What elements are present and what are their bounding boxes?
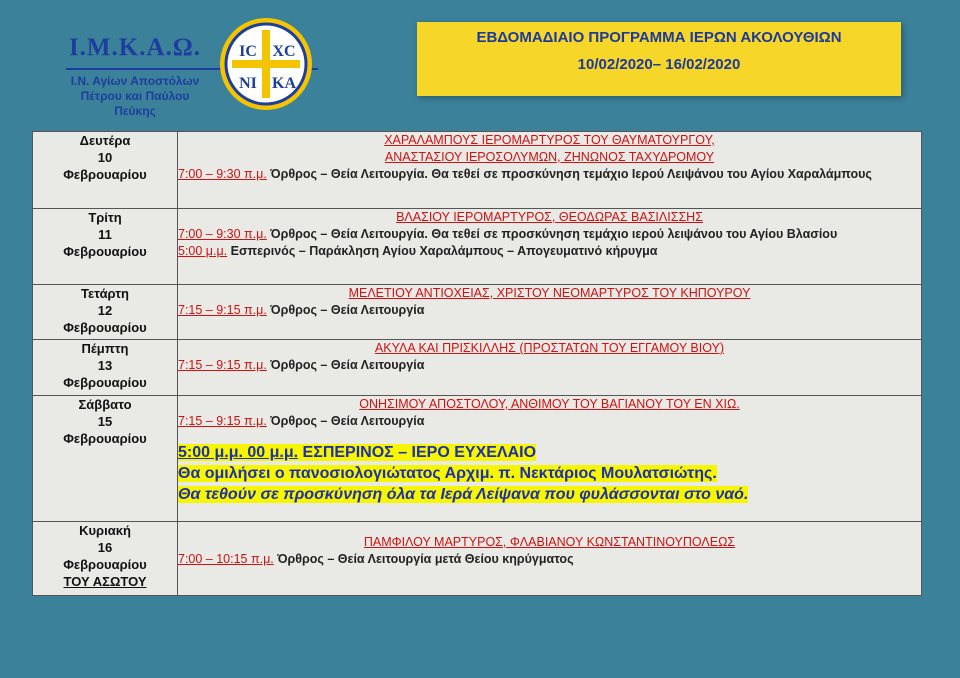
feast-title: ΜΕΛΕΤΙΟΥ ΑΝΤΙΟΧΕΙΑΣ, ΧΡΙΣΤΟΥ ΝΕΟΜΑΡΤΥΡΟΣ ΤΟΥ ΚΗΠΟΥΡΟΥ <box>348 286 751 300</box>
feast-title: ΧΑΡΑΛΑΜΠΟΥΣ ΙΕΡΟΜΑΡΤΥΡΟΣ ΤΟΥ ΘΑΥΜΑΤΟΥΡΓΟΥ, <box>384 133 715 147</box>
service-cell <box>178 396 922 522</box>
day-cell <box>33 209 178 285</box>
day-cell <box>33 340 178 396</box>
service-description: Όρθρος – Θεία Λειτουργία <box>266 414 425 428</box>
day-month: Φεβρουαρίου <box>63 320 147 335</box>
service-time: 7:00 – 9:30 π.μ. <box>178 227 267 241</box>
highlight-service <box>178 442 921 463</box>
day-number: 16 <box>97 540 113 555</box>
highlight-time: 5:00 μ.μ. 00 μ.μ. <box>178 444 299 461</box>
day-name: Κυριακή <box>79 523 131 538</box>
service-time: 7:15 – 9:15 π.μ. <box>178 358 267 372</box>
service-time: 5:00 μ.μ. <box>178 244 228 258</box>
day-name: Τετάρτη <box>80 286 129 301</box>
table-row <box>33 285 922 340</box>
day-name: Δευτέρα <box>79 133 131 148</box>
icxc-nika-seal-icon <box>218 16 314 112</box>
day-name: Τρίτη <box>88 210 122 225</box>
service-cell <box>178 340 922 396</box>
schedule-dates: 10/02/2020– 16/02/2020 <box>577 56 741 73</box>
table-row <box>33 396 922 522</box>
service-description: Όρθρος – Θεία Λειτουργία μετά Θείου κηρύγματος <box>273 552 574 566</box>
service-description: Όρθρος – Θεία Λειτουργία <box>266 358 425 372</box>
highlight-title: ΕΣΠΕΡΙΝΟΣ – ΙΕΡΟ ΕΥΧΕΛΑΙΟ <box>298 444 537 461</box>
day-number: 10 <box>97 150 113 165</box>
logo-sub-line-3: Πεύκης <box>114 104 156 118</box>
day-extra-label: ΤΟΥ ΑΣΩΤΟΥ <box>63 574 147 589</box>
service-time: 7:15 – 9:15 π.μ. <box>178 303 267 317</box>
day-cell <box>33 285 178 340</box>
logo-sub-line-2: Πέτρου και Παύλου <box>80 89 190 103</box>
day-cell <box>33 132 178 209</box>
schedule-header <box>417 22 901 96</box>
day-number: 15 <box>97 414 113 429</box>
day-number: 13 <box>97 358 113 373</box>
seal-ic-text: IC <box>239 43 257 60</box>
seal-xc-text: XC <box>272 43 296 60</box>
day-month: Φεβρουαρίου <box>63 557 147 572</box>
seal-ni-text: NI <box>239 75 257 92</box>
service-entry <box>178 166 921 183</box>
highlight-relics: Θα τεθούν σε προσκύνηση όλα τα Ιερά Λείψανα που φυλάσσονται στο ναό. <box>178 486 749 503</box>
feast-title-line-2: ΑΝΑΣΤΑΣΙΟΥ ΙΕΡΟΣΟΛΥΜΩΝ, ΖΗΝΩΝΟΣ ΤΑΧΥΔΡΟΜΟΥ <box>384 150 715 164</box>
feast-title: ΑΚΥΛΑ ΚΑΙ ΠΡΙΣΚΙΛΛΗΣ (ΠΡΟΣΤΑΤΩΝ ΤΟΥ ΕΓΓΑΜΟΥ ΒΙΟΥ) <box>374 341 725 355</box>
service-cell <box>178 285 922 340</box>
logo-title: Ι.Μ.Κ.Α.Ω. <box>68 34 202 61</box>
table-row <box>33 132 922 209</box>
service-description: Όρθρος – Θεία Λειτουργία. Θα τεθεί σε προσκύνηση τεμάχιο Ιερού Λειψάνου του Αγίου Χαραλάμπους <box>266 167 872 181</box>
day-name: Πέμπτη <box>81 341 129 356</box>
day-month: Φεβρουαρίου <box>63 375 147 390</box>
day-month: Φεβρουαρίου <box>63 431 147 446</box>
service-entry <box>178 551 921 568</box>
service-time: 7:00 – 9:30 π.μ. <box>178 167 267 181</box>
day-name: Σάββατο <box>78 397 132 412</box>
schedule-table <box>32 131 922 596</box>
day-number: 11 <box>98 227 112 242</box>
feast-title: ΟΝΗΣΙΜΟΥ ΑΠΟΣΤΟΛΟΥ, ΑΝΘΙΜΟΥ ΤΟΥ ΒΑΓΙΑΝΟΥ ΤΟΥ ΕΝ ΧΙΩ. <box>359 397 740 411</box>
service-description: Εσπερινός – Παράκληση Αγίου Χαραλάμπους – Απογευματινό κήρυγμα <box>227 244 658 258</box>
table-row <box>33 522 922 596</box>
table-row <box>33 340 922 396</box>
service-description: Όρθρος – Θεία Λειτουργία. Θα τεθεί σε προσκύνηση τεμάχιο ιερού λειψάνου του Αγίου Βλασίου <box>266 227 838 241</box>
schedule-title: ΕΒΔΟΜΑΔΙΑΙΟ ΠΡΟΓΡΑΜΜΑ ΙΕΡΩΝ ΑΚΟΛΟΥΘΙΩΝ <box>476 29 842 46</box>
service-description: Όρθρος – Θεία Λειτουργία <box>266 303 425 317</box>
service-time: 7:00 – 10:15 π.μ. <box>178 552 274 566</box>
day-number: 12 <box>97 303 113 318</box>
service-entry <box>178 413 921 430</box>
service-entry <box>178 302 921 319</box>
day-month: Φεβρουαρίου <box>63 244 147 259</box>
service-entry <box>178 357 921 374</box>
logo-subtitle <box>58 74 212 119</box>
day-cell <box>33 522 178 596</box>
seal-ka-text: KA <box>272 75 296 92</box>
service-cell <box>178 522 922 596</box>
day-cell <box>33 396 178 522</box>
service-entry <box>178 243 921 260</box>
table-row <box>33 209 922 285</box>
service-cell <box>178 132 922 209</box>
feast-title: ΒΛΑΣΙΟΥ ΙΕΡΟΜΑΡΤΥΡΟΣ, ΘΕΟΔΩΡΑΣ ΒΑΣΙΛΙΣΣΗΣ <box>396 210 703 224</box>
day-month: Φεβρουαρίου <box>63 167 147 182</box>
parish-logo <box>58 16 320 116</box>
service-entry <box>178 226 921 243</box>
highlight-speaker: Θα ομιλήσει ο πανοσιολογιώτατος Αρχιμ. π. Νεκτάριος Μουλατσιώτης. <box>178 465 717 482</box>
feast-title: ΠΑΜΦΙΛΟΥ ΜΑΡΤΥΡΟΣ, ΦΛΑΒΙΑΝΟΥ ΚΩΝΣΤΑΝΤΙΝΟΥΠΟΛΕΩΣ <box>363 535 736 549</box>
service-time: 7:15 – 9:15 π.μ. <box>178 414 267 428</box>
service-cell <box>178 209 922 285</box>
logo-sub-line-1: Ι.Ν. Αγίων Αποστόλων <box>70 74 200 88</box>
